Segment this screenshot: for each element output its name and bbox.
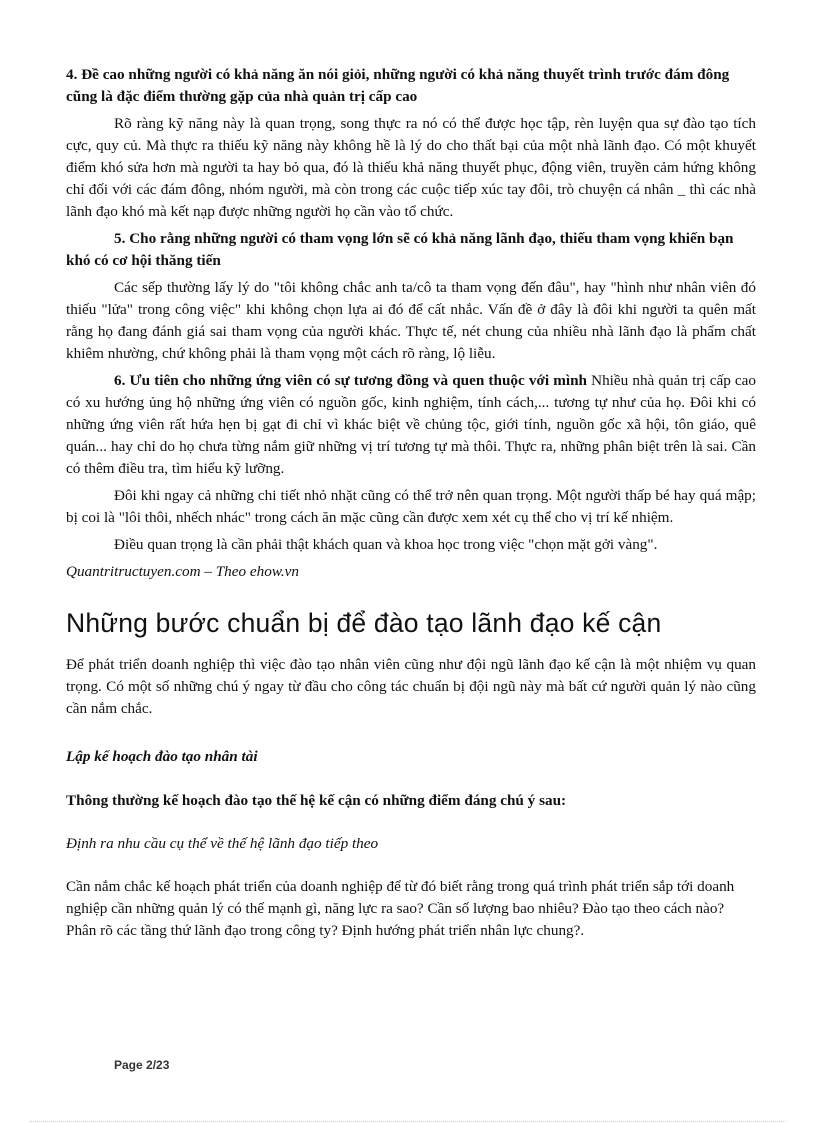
article-title: Những bước chuẩn bị để đào tạo lãnh đạo kế cận — [66, 608, 662, 638]
section-6-body-3: Điều quan trọng là cần phải thật khách quan và khoa học trong việc "chọn mặt gởi vàng". — [114, 536, 658, 553]
page-number: Page 2/23 — [114, 1058, 170, 1072]
subheading-notes: Thông thường kế hoạch đào tạo thế hệ kế cận có những điểm đáng chú ý sau: — [66, 792, 567, 809]
page-content — [66, 64, 756, 942]
section-6-block — [66, 370, 756, 480]
section-6-body-2: Đôi khi ngay cả những chi tiết nhỏ nhặt cũng có thể trở nên quan trọng. Một người thấp bé hay quá mập; bị coi là "lôi thôi, nhếch nhác" trong cách ăn mặc cũng cần được xem xét cụ thể cho vị trí kế nhiệm. — [66, 487, 756, 526]
section-4-body: Rõ ràng kỹ năng này là quan trọng, song thực ra nó có thể được học tập, rèn luyện qua sự đào tạo tích cực, quy củ. Mà thực ra thiếu kỹ năng này không hề là lý do cho thất bại của một nhà lãnh đạo. Có một khuyết điểm khó sửa hơn mà người ta hay bỏ qua, đó là thiếu khả năng thuyết phục, động viên, truyền cảm hứng không chỉ đối với các đám đông, nhóm người, mà còn trong các cuộc tiếp xúc tay đôi, trò chuyện cá nhân _ thì các nhà lãnh đạo khó mà kết nạp được những người họ cần vào tổ chức. — [66, 115, 756, 220]
section-5-body: Các sếp thường lấy lý do "tôi không chắc anh ta/cô ta tham vọng đến đâu", hay "hình như nhân viên đó thiếu "lửa" trong công việc" khi không chọn lựa ai đó để cất nhắc. Vấn đề ở đây là đôi khi người ta quên mất rằng họ đang đánh giá sai tham vọng của người khác. Thực tế, nét chung của nhiều nhà lãnh đạo là phẩm chất khiêm nhường, chứ không phải là tham vọng một cách rõ ràng, lộ liễu. — [66, 279, 756, 362]
section-6-body: Nhiều nhà quản trị cấp cao có xu hướng ủng hộ những ứng viên có nguồn gốc, kinh nghiệm, tính cách,... tương tự như của họ. Đôi khi có những ứng viên rất hứa hẹn bị gạt đi chỉ vì khác biệt về chủng tộc, giới tính, nguồn gốc xã hội, tôn giáo, quê quán... hay chỉ do họ chưa từng nắm giữ những vị trí tương tự mà thôi. Thực ra, những phân biệt trên là sai. Cần có thêm điều tra, tìm hiểu kỹ lưỡng. — [66, 372, 757, 477]
section-6-heading: 6. Ưu tiên cho những ứng viên có sự tương đồng và quen thuộc với mình — [114, 372, 587, 389]
subheading-needs: Định ra nhu cầu cụ thể về thế hệ lãnh đạo tiếp theo — [66, 835, 379, 852]
section-4 — [66, 64, 756, 108]
source-credit: Quantritructuyen.com – Theo ehow.vn — [66, 563, 299, 580]
section-4-heading: 4. Đề cao những người có khả năng ăn nói giỏi, những người có khả năng thuyết trình trước đám đông cũng là đặc điểm thường gặp của nhà quản trị cấp cao — [66, 66, 730, 105]
page-bottom-divider — [30, 1121, 786, 1122]
section-5-heading: 5. Cho rằng những người có tham vọng lớn sẽ có khả năng lãnh đạo, thiếu tham vọng khiến bạn khó có cơ hội thăng tiến — [66, 230, 734, 269]
article-intro: Để phát triển doanh nghiệp thì việc đào tạo nhân viên cũng như đội ngũ lãnh đạo kế cận là một nhiệm vụ quan trọng. Có một số những chú ý ngay từ đầu cho công tác chuẩn bị đội ngũ này mà bất cứ người quản lý nào cũng cần nắm chắc. — [66, 656, 756, 717]
article-paragraph: Cần nắm chắc kế hoạch phát triển của doanh nghiệp để từ đó biết rằng trong quá trình phát triển sắp tới doanh nghiệp cần những quản lý có thế mạnh gì, năng lực ra sao? Cần số lượng bao nhiêu? Đào tạo theo cách nào? Phân rõ các tầng thứ lãnh đạo trong công ty? Định hướng phát triển nhân lực chung?. — [66, 878, 735, 939]
subheading-plan: Lập kế hoạch đào tạo nhân tài — [66, 748, 258, 765]
